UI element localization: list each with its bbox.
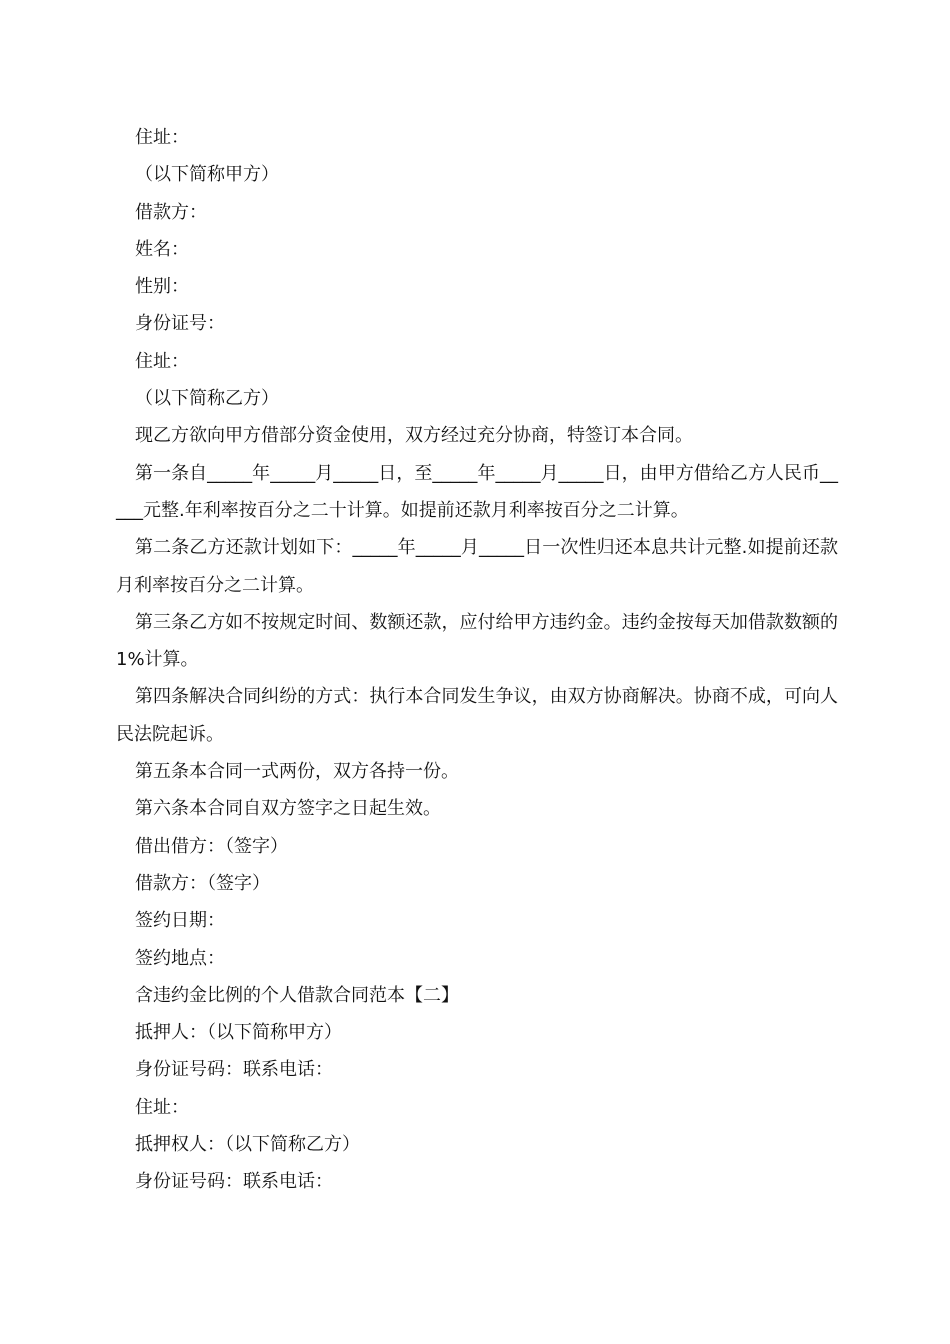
paragraph-id-number: 身份证号：	[135, 313, 225, 335]
paragraph-preamble: 现乙方欲向甲方借部分资金使用，双方经过充分协商，特签订本合同。	[135, 425, 693, 447]
paragraph-mortgagor-address: 住址：	[135, 1096, 189, 1118]
paragraph-gender: 性别：	[135, 276, 189, 298]
paragraph-mortgagor: 抵押人：（以下简称甲方）	[135, 1022, 342, 1044]
paragraph-mortgagee-id-phone: 身份证号码：联系电话：	[135, 1171, 333, 1193]
paragraph-article-3: 第三条乙方如不按规定时间、数额还款，应付给甲方违约金。违约金按每天加借款数额的 1%计算。	[116, 611, 844, 671]
paragraph-article-6: 第六条本合同自双方签字之日起生效。	[135, 798, 441, 820]
paragraph-article-4: 第四条解决合同纠纷的方式：执行本合同发生争议，由双方协商解决。协商不成，可向人民法院起诉。	[116, 686, 838, 745]
paragraph-signing-date: 签约日期：	[135, 910, 225, 932]
paragraph-section-title-2: 含违约金比例的个人借款合同范本【二】	[135, 984, 459, 1006]
paragraph-party-b-note: （以下简称乙方）	[135, 388, 279, 410]
paragraph-article-1: 第一条自_____年_____月_____日，至_____年_____月_____日，由甲方借给乙方人民币_____元整.年利率按百分之二十计算。如提前还款月利率按百分之二计算。	[116, 462, 838, 521]
paragraph-mortgagee: 抵押权人：（以下简称乙方）	[135, 1134, 360, 1156]
document-body	[116, 119, 844, 1201]
paragraph-mortgagor-id-phone: 身份证号码：联系电话：	[135, 1059, 333, 1081]
paragraph-party-b-address: 住址：	[135, 350, 189, 372]
paragraph-borrower-signature: 借款方：（签字）	[135, 872, 270, 894]
paragraph-article-5: 第五条本合同一式两份，双方各持一份。	[135, 761, 459, 783]
paragraph-name: 姓名：	[135, 238, 189, 260]
paragraph-article-2: 第二条乙方还款计划如下：_____年_____月_____日一次性归还本息共计元整.如提前还款月利率按百分之二计算。	[116, 537, 838, 596]
paragraph-party-a-note: （以下简称甲方）	[135, 164, 279, 186]
paragraph-borrower-label: 借款方：	[135, 201, 207, 223]
paragraph-lender-signature: 借出借方：（签字）	[135, 835, 288, 857]
paragraph-signing-place: 签约地点：	[135, 947, 225, 969]
paragraph-party-a-address: 住址：	[135, 127, 189, 148]
